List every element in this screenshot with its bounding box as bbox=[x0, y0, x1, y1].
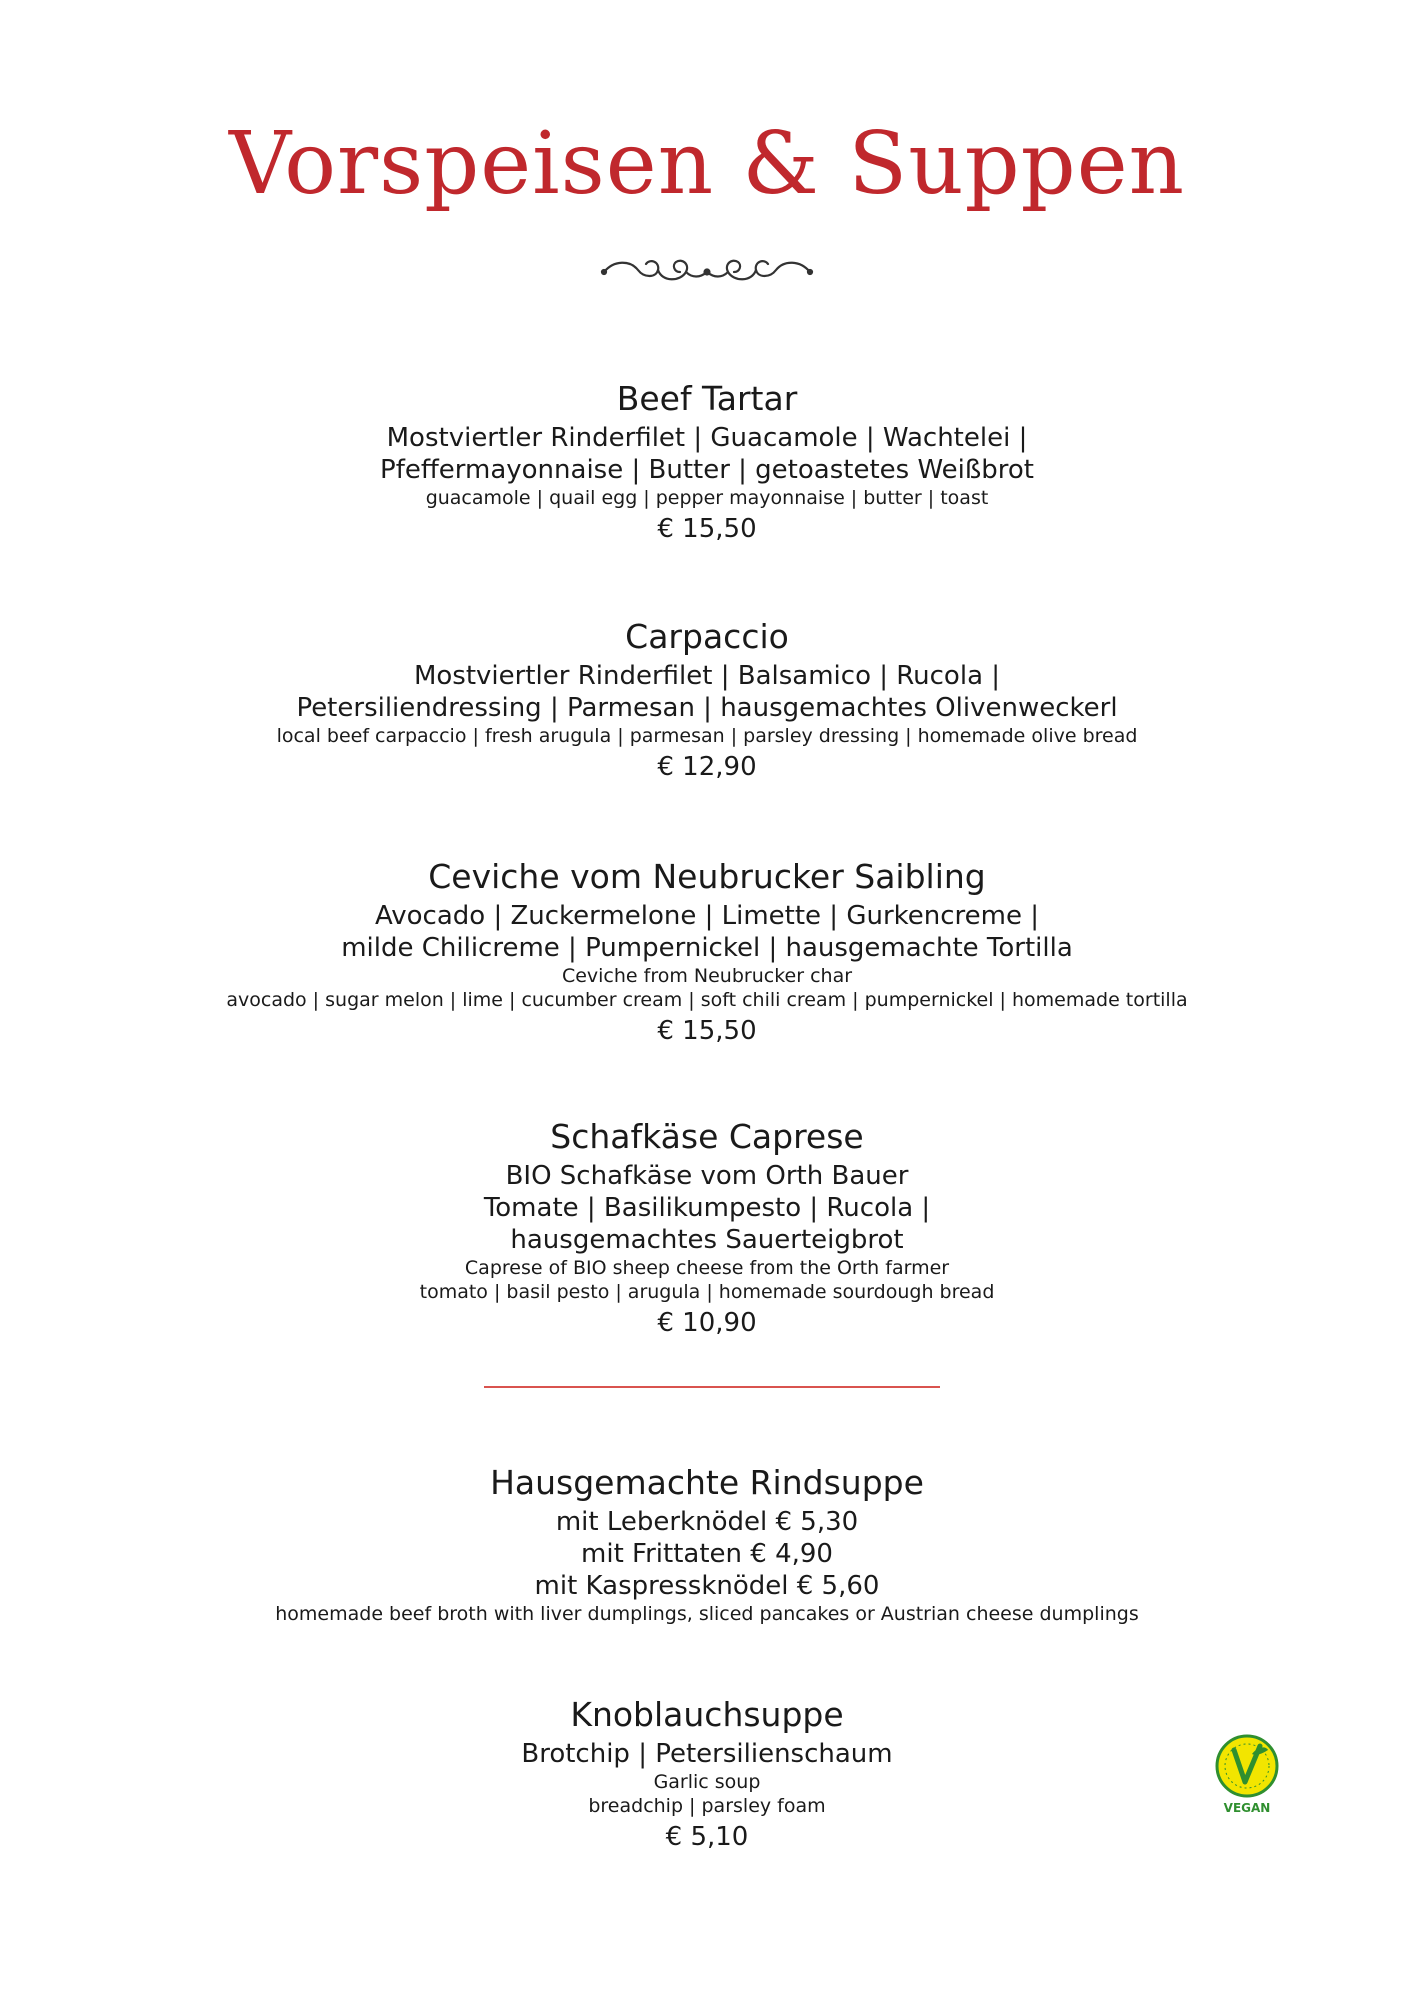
dish-description-de: Avocado | Zuckermelone | Limette | Gurkencreme | bbox=[374, 901, 1040, 931]
dish-description-de: BIO Schafkäse vom Orth Bauer bbox=[505, 1161, 909, 1191]
dish-price: € 5,10 bbox=[665, 1822, 749, 1852]
dish-description-de: hausgemachtes Sauerteigbrot bbox=[510, 1225, 904, 1255]
dish-description-en: tomato | basil pesto | arugula | homemade sourdough bread bbox=[419, 1281, 995, 1303]
dish-description-en: guacamole | quail egg | pepper mayonnaise | butter | toast bbox=[425, 487, 989, 509]
menu-item-knoblauchsuppe bbox=[0, 1694, 1414, 1854]
dish-name: Ceviche vom Neubrucker Saibling bbox=[428, 857, 986, 896]
menu-item-schafkaese-caprese bbox=[0, 1116, 1414, 1340]
dish-description-de: Pfeffermayonnaise | Butter | getoastetes Weißbrot bbox=[380, 455, 1034, 485]
menu-item-rindsuppe bbox=[0, 1462, 1414, 1626]
dish-description-en: Caprese of BIO sheep cheese from the Orth farmer bbox=[464, 1257, 950, 1279]
dish-description-en: homemade beef broth with liver dumplings, sliced pancakes or Austrian cheese dumplings bbox=[275, 1603, 1139, 1625]
dish-price: € 10,90 bbox=[657, 1308, 757, 1338]
dish-description-en: Garlic soup bbox=[653, 1771, 761, 1793]
dish-price: € 15,50 bbox=[657, 514, 757, 544]
section-divider bbox=[484, 1386, 940, 1388]
ornament-flourish-icon bbox=[600, 250, 814, 290]
menu-item-carpaccio bbox=[0, 616, 1414, 784]
page-title: Vorspeisen & Suppen bbox=[228, 114, 1185, 214]
dish-description-en: Ceviche from Neubrucker char bbox=[561, 965, 853, 987]
dish-name: Schafkäse Caprese bbox=[550, 1117, 864, 1156]
dish-description-de: Mostviertler Rinderfilet | Balsamico | Rucola | bbox=[413, 661, 1001, 691]
dish-description-de: Petersiliendressing | Parmesan | hausgemachtes Olivenweckerl bbox=[296, 693, 1118, 723]
dish-description-de: milde Chilicreme | Pumpernickel | hausgemachte Tortilla bbox=[341, 933, 1073, 963]
dish-name: Hausgemachte Rindsuppe bbox=[490, 1463, 924, 1502]
vegan-badge-icon bbox=[1212, 1732, 1282, 1818]
dish-description-de: Brotchip | Petersilienschaum bbox=[521, 1739, 893, 1769]
dish-name: Carpaccio bbox=[625, 617, 789, 656]
dish-price: € 15,50 bbox=[657, 1016, 757, 1046]
dish-description-en: breadchip | parsley foam bbox=[588, 1795, 826, 1817]
dish-price: € 12,90 bbox=[657, 752, 757, 782]
dish-description-de: mit Frittaten € 4,90 bbox=[581, 1539, 833, 1569]
dish-description-en: local beef carpaccio | fresh arugula | parmesan | parsley dressing | homemade olive bread bbox=[276, 725, 1138, 747]
menu-item-beef-tartar bbox=[0, 378, 1414, 546]
dish-description-de: Mostviertler Rinderfilet | Guacamole | Wachtelei | bbox=[386, 423, 1028, 453]
svg-text:VEGAN: VEGAN bbox=[1223, 1801, 1271, 1815]
dish-name: Beef Tartar bbox=[616, 379, 798, 418]
menu-item-ceviche bbox=[0, 856, 1414, 1048]
dish-description-de: mit Leberknödel € 5,30 bbox=[555, 1507, 859, 1537]
dish-description-de: mit Kaspressknödel € 5,60 bbox=[534, 1571, 880, 1601]
dish-description-en: avocado | sugar melon | lime | cucumber cream | soft chili cream | pumpernickel | homemade tortilla bbox=[226, 989, 1188, 1011]
dish-description-de: Tomate | Basilikumpesto | Rucola | bbox=[483, 1193, 931, 1223]
dish-name: Knoblauchsuppe bbox=[570, 1695, 844, 1734]
